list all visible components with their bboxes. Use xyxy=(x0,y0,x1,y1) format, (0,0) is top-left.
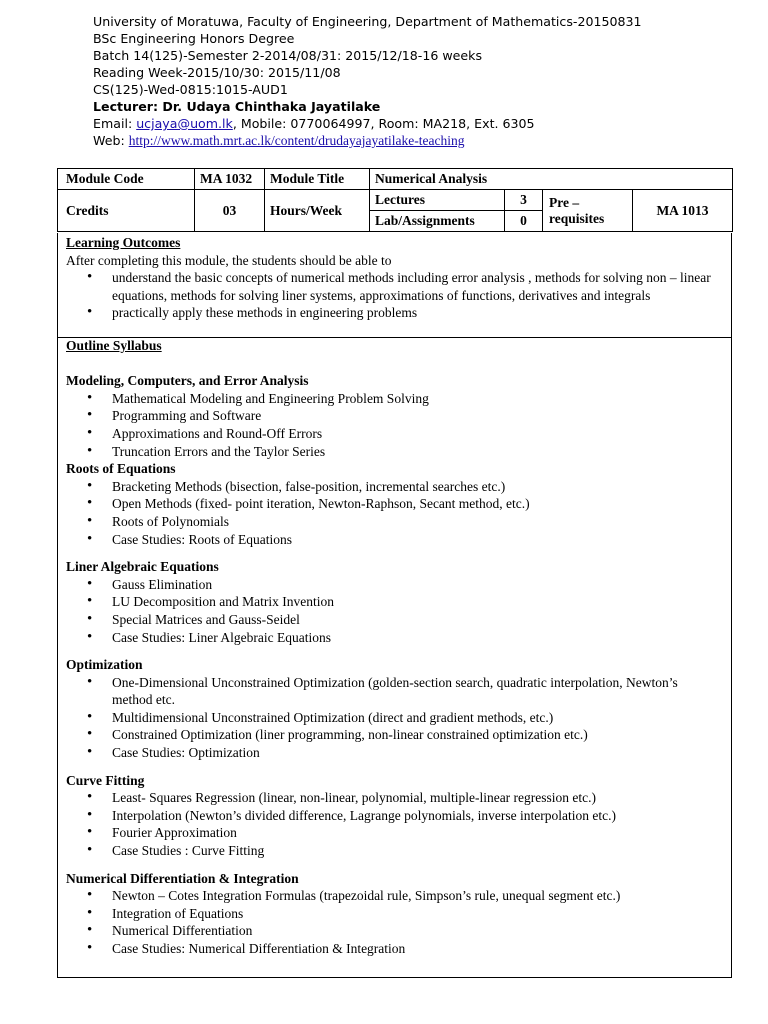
list-item: • Open Methods (fixed- point iteration, Newton-Raphson, Secant method, etc.) xyxy=(66,495,723,513)
list-item: • Approximations and Round-Off Errors xyxy=(66,425,723,443)
syllabus-section-title: Roots of Equations xyxy=(66,461,176,477)
syllabus-section xyxy=(66,372,723,460)
syllabus-topic-list xyxy=(66,887,723,957)
prerequisites-value: MA 1013 xyxy=(633,190,733,232)
lectures-value: 3 xyxy=(505,190,543,211)
syllabus-section xyxy=(66,460,723,548)
module-code-label: Module Code xyxy=(58,169,195,190)
document-header xyxy=(93,13,753,149)
list-item: • LU Decomposition and Matrix Invention xyxy=(66,593,723,611)
learning-outcomes xyxy=(66,234,723,322)
web-label: Web: xyxy=(93,133,129,148)
credits-value: 03 xyxy=(195,190,265,232)
hours-label: Hours/Week xyxy=(265,190,370,232)
email-label: Email: xyxy=(93,116,137,131)
module-info-table xyxy=(57,168,733,232)
module-title-value: Numerical Analysis xyxy=(370,169,733,190)
outline-syllabus xyxy=(66,337,723,958)
list-item: • understand the basic concepts of numerical methods including error analysis , methods for solving non – linear equations, methods for solving liner systems, approximations of functions, derivatives and integrals xyxy=(66,269,723,304)
syllabus-section xyxy=(66,558,723,646)
list-item: • Least- Squares Regression (linear, non-linear, polynomial, multiple-linear regression etc.) xyxy=(66,789,723,807)
learning-outcomes-heading: Learning Outcomes xyxy=(66,235,181,250)
syllabus-topic-list xyxy=(66,390,723,460)
list-item: • Fourier Approximation xyxy=(66,824,723,842)
prerequisites-label: Pre – requisites xyxy=(543,190,633,232)
list-item: • practically apply these methods in engineering problems xyxy=(66,304,723,322)
lab-label: Lab/Assignments xyxy=(370,211,505,232)
lecturer-name: Lecturer: Dr. Udaya Chinthaka Jayatilake xyxy=(93,99,381,114)
web-link[interactable]: http://www.math.mrt.ac.lk/content/drudayajayatilake-teaching xyxy=(128,133,465,148)
header-line-reading-week: Reading Week-2015/10/30: 2015/11/08 xyxy=(93,65,341,80)
syllabus-section xyxy=(66,656,723,762)
list-item: • Interpolation (Newton’s divided difference, Lagrange polynomials, inverse interpolation etc.) xyxy=(66,807,723,825)
header-line-university: University of Moratuwa, Faculty of Engineering, Department of Mathematics-20150831 xyxy=(93,14,642,29)
contact-line xyxy=(93,115,753,132)
list-item: • Truncation Errors and the Taylor Series xyxy=(66,443,723,461)
list-item: • Newton – Cotes Integration Formulas (trapezoidal rule, Simpson’s rule, unequal segment etc.) xyxy=(66,887,723,905)
learning-outcomes-intro: After completing this module, the students should be able to xyxy=(66,252,392,268)
list-item: • Gauss Elimination xyxy=(66,576,723,594)
syllabus-section xyxy=(66,772,723,860)
syllabus-topic-list xyxy=(66,478,723,548)
contact-details: , Mobile: 0770064997, Room: MA218, Ext. 6305 xyxy=(232,116,535,131)
email-link[interactable]: ucjaya@uom.lk xyxy=(136,116,233,131)
syllabus-section-title: Optimization xyxy=(66,657,143,673)
list-item: • Mathematical Modeling and Engineering Problem Solving xyxy=(66,390,723,408)
syllabus-section xyxy=(66,870,723,958)
list-item: • Case Studies: Roots of Equations xyxy=(66,531,723,549)
list-item: • Case Studies: Numerical Differentiation & Integration xyxy=(66,940,723,958)
learning-outcomes-list xyxy=(66,269,723,322)
list-item: • Case Studies: Optimization xyxy=(66,744,723,762)
web-line xyxy=(93,132,753,149)
header-line-degree: BSc Engineering Honors Degree xyxy=(93,31,295,46)
list-item: • Special Matrices and Gauss-Seidel xyxy=(66,611,723,629)
syllabus-section-title: Numerical Differentiation & Integration xyxy=(66,870,299,886)
syllabus-topic-list xyxy=(66,576,723,646)
module-code-value: MA 1032 xyxy=(195,169,265,190)
syllabus-section-title: Liner Algebraic Equations xyxy=(66,559,219,575)
module-title-label: Module Title xyxy=(265,169,370,190)
list-item: • Numerical Differentiation xyxy=(66,922,723,940)
syllabus-section-title: Curve Fitting xyxy=(66,772,145,788)
list-item: • Constrained Optimization (liner programming, non-linear constrained optimization etc.) xyxy=(66,726,723,744)
list-item: • Programming and Software xyxy=(66,407,723,425)
list-item: • Roots of Polynomials xyxy=(66,513,723,531)
syllabus-topic-list xyxy=(66,674,723,762)
lab-value: 0 xyxy=(505,211,543,232)
credits-label: Credits xyxy=(58,190,195,232)
list-item: • One-Dimensional Unconstrained Optimization (golden-section search, quadratic interpolation, Newton’s method etc. xyxy=(66,674,723,709)
list-item: • Bracketing Methods (bisection, false-position, incremental searches etc.) xyxy=(66,478,723,496)
syllabus-topic-list xyxy=(66,789,723,859)
module-details-box xyxy=(57,233,732,978)
lectures-label: Lectures xyxy=(370,190,505,211)
syllabus-section-title: Modeling, Computers, and Error Analysis xyxy=(66,373,309,389)
header-line-class-schedule: CS(125)-Wed-0815:1015-AUD1 xyxy=(93,82,288,97)
header-line-batch: Batch 14(125)-Semester 2-2014/08/31: 2015/12/18-16 weeks xyxy=(93,48,483,63)
list-item: • Case Studies: Liner Algebraic Equations xyxy=(66,629,723,647)
outline-syllabus-heading: Outline Syllabus xyxy=(66,338,162,353)
list-item: • Case Studies : Curve Fitting xyxy=(66,842,723,860)
list-item: • Multidimensional Unconstrained Optimization (direct and gradient methods, etc.) xyxy=(66,709,723,727)
list-item: • Integration of Equations xyxy=(66,905,723,923)
